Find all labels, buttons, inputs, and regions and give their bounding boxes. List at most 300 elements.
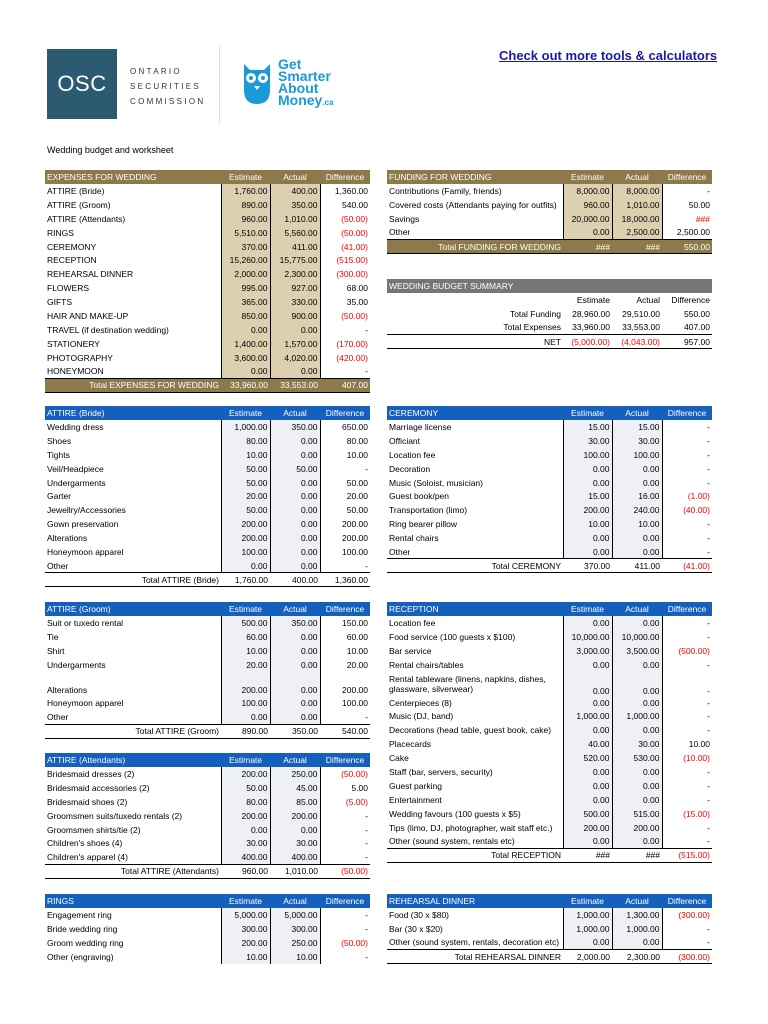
total-label: Total FUNDING FOR WEDDING [387,240,563,254]
row-estimate: 960.00 [563,198,612,212]
row-label: Alterations [47,533,88,544]
table-row [387,908,712,922]
row-label: Tie [47,631,59,642]
row-difference: 407.00 [662,321,712,335]
table-row [387,709,712,723]
row-difference: - [707,449,710,460]
row-actual: 0.00 [612,765,662,779]
table-row [45,781,370,795]
row-label: Total Funding [387,307,563,321]
row-difference: (50.00) [341,937,368,948]
row-actual: 0.00 [270,503,320,517]
row-actual: 530.00 [612,751,662,765]
row-actual: 1,000.00 [612,922,662,936]
row-label: Bridesmaid accessories (2) [47,782,150,793]
total-row [387,950,712,964]
row-label: Suit or tuxedo rental [47,617,124,628]
row-difference: (40.00) [683,505,710,516]
row-estimate: 0.00 [563,616,612,630]
row-actual: 100.00 [612,448,662,462]
row-estimate: 0.00 [563,936,612,950]
row-actual: 0.00 [612,545,662,559]
row-actual: 2,500.00 [612,226,662,240]
row-estimate: 0.00 [563,723,612,737]
row-label: Bride wedding ring [47,923,118,934]
row-actual: 0.00 [270,448,320,462]
table-row [45,795,370,809]
row-estimate: 200.00 [563,821,612,835]
table-row [387,198,712,212]
row-estimate: 995.00 [221,281,270,295]
row-estimate: 300.00 [221,922,270,936]
row-estimate: 1,000.00 [563,709,612,723]
row-label: Groomsmen shirts/tie (2) [47,824,141,835]
row-estimate: 20.00 [221,658,270,672]
row-estimate: 370.00 [221,240,270,254]
row-actual: 515.00 [612,807,662,821]
row-estimate: 0.00 [563,462,612,476]
row-difference: 60.00 [346,631,368,642]
row-difference: - [707,766,710,777]
row-estimate: 20,000.00 [563,212,612,226]
row-actual: 1,000.00 [612,709,662,723]
row-label: Officiant [389,435,421,446]
row-label: Tights [47,449,70,460]
table-row [387,672,712,696]
row-actual: 0.00 [270,489,320,503]
row-label: Decorations (head table, guest book, cake) [389,725,552,736]
row-actual: 33,553.00 [612,321,662,335]
table-row [387,696,712,710]
spacer-row [45,672,370,683]
row-estimate: 0.00 [221,323,270,337]
row-label: Bar service [389,645,432,656]
table-row [45,710,370,724]
row-estimate: 5,510.00 [221,226,270,240]
row-difference: (300.00) [336,269,368,280]
row-label: Music (Soloist, musician) [389,477,483,488]
row-difference: 2,500.00 [676,227,710,238]
row-label: PHOTOGRAPHY [47,352,113,363]
row-label: Tips (limo, DJ, photographer, wait staff etc.) [389,822,553,833]
row-estimate: 15.00 [563,489,612,503]
total-label: Total REHEARSAL DINNER [387,950,563,964]
row-difference: ### [695,213,710,224]
row-label: Garter [47,491,72,502]
row-estimate: 30.00 [563,434,612,448]
row-estimate: 30.00 [221,836,270,850]
col-estimate: Estimate [221,406,270,420]
table-row [45,836,370,850]
row-label: Other (sound system, rentals, decoration etc) [389,937,560,948]
col-estimate: Estimate [221,894,270,908]
row-actual: 3,500.00 [612,644,662,658]
table-row [387,834,712,848]
row-actual: 0.00 [270,434,320,448]
table-row [45,323,370,337]
header-logos [47,44,357,124]
table-row [45,240,370,254]
table-row [387,922,712,936]
row-label: Rental chairs [389,533,439,544]
row-estimate: 60.00 [221,630,270,644]
row-actual: 0.00 [270,476,320,490]
row-estimate: 100.00 [221,696,270,710]
row-difference: 650.00 [342,421,368,432]
row-actual: 0.00 [270,545,320,559]
row-difference: - [707,685,710,696]
total-label: Total EXPENSES FOR WEDDING [45,378,221,392]
row-difference: - [707,725,710,736]
row-difference: 100.00 [342,546,368,557]
osc-logo: OSC [47,49,117,119]
table-row [45,559,370,573]
table-row [45,630,370,644]
total-estimate: 2,000.00 [563,950,612,964]
table-header [45,170,370,184]
row-difference: 68.00 [346,283,368,294]
row-actual: 0.00 [612,723,662,737]
row-actual: 330.00 [270,295,320,309]
table-row [45,545,370,559]
row-estimate: 0.00 [221,710,270,724]
col-actual: Actual [270,753,320,767]
col-estimate: Estimate [221,753,270,767]
table-header [387,170,712,184]
table-row [387,420,712,434]
table-row [387,765,712,779]
row-difference: - [707,519,710,530]
row-actual: 50.00 [270,462,320,476]
total-actual: 2,300.00 [612,950,662,964]
total-row [45,724,370,738]
col-estimate: Estimate [563,894,612,908]
row-actual: 0.00 [270,365,320,379]
total-row [387,240,712,254]
table-header [45,894,370,908]
row-actual: 0.00 [270,710,320,724]
row-estimate: 10.00 [221,950,270,964]
row-actual: 10,000.00 [612,630,662,644]
row-actual: 400.00 [270,184,320,198]
row-label: Placecards [389,739,432,750]
row-difference: (50.00) [341,310,368,321]
table-header [387,406,712,420]
table-row [45,850,370,864]
row-estimate: 15,260.00 [221,253,270,267]
row-difference: - [707,836,710,847]
row-label: HONEYMOON [47,366,104,377]
row-estimate: 100.00 [221,545,270,559]
table-row [45,489,370,503]
row-estimate: 200.00 [221,683,270,697]
row-estimate: 10.00 [563,517,612,531]
row-label: Marriage license [389,421,452,432]
row-difference: - [707,546,710,557]
table-row [45,950,370,964]
row-difference: 50.00 [346,505,368,516]
table-row [45,658,370,672]
row-label: Food service (100 guests x $100) [389,631,516,642]
row-estimate: 0.00 [563,696,612,710]
row-actual: 0.00 [612,793,662,807]
total-estimate: 33,960.00 [221,378,270,392]
table-row [45,253,370,267]
col-estimate: Estimate [563,170,612,184]
row-actual: 200.00 [270,809,320,823]
row-difference: 50.00 [688,199,710,210]
col-actual: Actual [270,406,320,420]
row-estimate: 850.00 [221,309,270,323]
row-label: Music (DJ, band) [389,711,454,722]
row-estimate: 200.00 [221,531,270,545]
table-header [387,894,712,908]
row-label: Total Expenses [387,321,563,335]
table-row [45,823,370,837]
row-difference: - [707,780,710,791]
section-title: ATTIRE (Attendants) [45,753,221,767]
row-difference: - [365,852,368,863]
row-label: ATTIRE (Attendants) [47,213,126,224]
total-row [45,573,370,587]
table-row [45,644,370,658]
row-difference: (10.00) [683,753,710,764]
col-difference: Difference [320,753,370,767]
table-row [387,644,712,658]
row-label: Other (engraving) [47,951,114,962]
row-difference: (15.00) [683,808,710,819]
table-row [45,531,370,545]
total-row [45,864,370,878]
row-difference: 150.00 [342,617,368,628]
table-row [387,936,712,950]
row-estimate: 200.00 [221,809,270,823]
row-difference: 10.00 [346,645,368,656]
more-tools-link[interactable]: Check out more tools & calculators [499,48,718,63]
row-estimate: 50.00 [221,476,270,490]
total-label: Total ATTIRE (Bride) [45,573,221,587]
row-difference: 5.00 [351,782,368,793]
row-actual: 0.00 [612,658,662,672]
row-estimate: 8,000.00 [563,184,612,198]
table-row [387,434,712,448]
total-difference: (515.00) [662,848,712,862]
row-label: Cake [389,753,409,764]
row-estimate: 33,960.00 [563,321,612,335]
row-label: RECEPTION [47,255,97,266]
row-label: Entertainment [389,794,442,805]
row-estimate: (5,000.00) [563,335,612,349]
col-actual: Actual [270,894,320,908]
col-difference: Difference [662,293,712,307]
row-actual: 0.00 [612,936,662,950]
row-difference: - [707,794,710,805]
row-label: Children's shoes (4) [47,838,123,849]
col-difference: Difference [662,170,712,184]
row-estimate: 40.00 [563,737,612,751]
col-estimate: Estimate [563,602,612,616]
section-title: REHEARSAL DINNER [387,894,563,908]
total-estimate: 890.00 [221,724,270,738]
attire-bride-table [45,406,370,587]
section-title: RINGS [45,894,221,908]
row-label: Undergarments [47,659,106,670]
row-difference: - [365,560,368,571]
table-row [45,337,370,351]
row-difference: - [365,366,368,377]
row-estimate: 50.00 [221,503,270,517]
row-estimate: 1,760.00 [221,184,270,198]
row-difference: - [707,435,710,446]
row-estimate: 500.00 [563,807,612,821]
row-label: Bridesmaid shoes (2) [47,796,128,807]
table-row [45,267,370,281]
col-estimate: Estimate [221,602,270,616]
table-row [387,212,712,226]
section-title: WEDDING BUDGET SUMMARY [387,279,712,293]
row-label: Groomsmen suits/tuxedo rentals (2) [47,810,183,821]
table-row [387,779,712,793]
total-row [387,848,712,862]
row-estimate: 0.00 [563,226,612,240]
row-actual: 0.00 [270,683,320,697]
row-label: Honeymoon apparel [47,546,124,557]
row-estimate: 50.00 [221,781,270,795]
col-difference: Difference [320,602,370,616]
row-actual: 350.00 [270,198,320,212]
row-actual: 400.00 [270,850,320,864]
row-difference: - [707,822,710,833]
total-actual: 400.00 [270,573,320,587]
row-actual: 30.00 [612,737,662,751]
row-difference: - [707,533,710,544]
col-estimate: Estimate [221,170,270,184]
row-estimate: 0.00 [563,476,612,490]
table-row [45,226,370,240]
table-row [45,696,370,710]
total-row [45,378,370,392]
table-row [387,793,712,807]
row-estimate: 1,000.00 [221,420,270,434]
table-row [45,184,370,198]
table-row [387,737,712,751]
table-header [45,406,370,420]
row-label: Guest book/pen [389,491,450,502]
col-actual: Actual [612,406,662,420]
row-estimate: 0.00 [563,793,612,807]
row-label: Children's apparel (4) [47,852,128,863]
row-estimate: 500.00 [221,616,270,630]
row-actual: 250.00 [270,767,320,781]
total-actual: 1,010.00 [270,864,320,878]
table-row [45,683,370,697]
row-difference: (50.00) [341,227,368,238]
table-row [387,821,712,835]
row-label: Decoration [389,463,431,474]
row-difference: 200.00 [342,533,368,544]
row-label: STATIONERY [47,338,100,349]
table-row [387,462,712,476]
table-row [45,476,370,490]
row-estimate: 200.00 [221,936,270,950]
row-actual: 0.00 [612,476,662,490]
logo-divider [219,46,220,124]
row-estimate: 0.00 [563,765,612,779]
table-row [45,462,370,476]
row-label: GIFTS [47,297,73,308]
total-difference: 407.00 [320,378,370,392]
total-label: Total CEREMONY [387,559,563,573]
row-difference: - [707,937,710,948]
row-label: Location fee [389,617,436,628]
table-row [387,184,712,198]
row-label: Engagement ring [47,909,112,920]
row-label: Ring bearer pillow [389,519,458,530]
row-difference: 50.00 [346,477,368,488]
row-actual: 10.00 [270,950,320,964]
row-actual: 1,300.00 [612,908,662,922]
row-difference: (5.00) [345,796,368,807]
section-title: FUNDING FOR WEDDING [387,170,563,184]
row-actual: 0.00 [612,696,662,710]
row-label: RINGS [47,227,74,238]
table-row [387,751,712,765]
total-difference: (41.00) [662,559,712,573]
row-estimate: 520.00 [563,751,612,765]
row-difference: - [707,631,710,642]
table-row [45,351,370,365]
row-difference: 200.00 [342,684,368,695]
row-difference: (50.00) [341,213,368,224]
row-estimate: 1,400.00 [221,337,270,351]
row-difference: 550.00 [662,307,712,321]
row-difference: - [707,711,710,722]
row-actual: 927.00 [270,281,320,295]
row-difference: - [707,185,710,196]
row-difference: 100.00 [342,698,368,709]
row-actual: 0.00 [270,630,320,644]
row-actual: 45.00 [270,781,320,795]
row-actual: 1,010.00 [612,198,662,212]
table-row [387,489,712,503]
table-row [45,212,370,226]
row-label: Veil/Headpiece [47,463,104,474]
gsam-wordmark: Get Smarter About Money.ca [278,56,334,108]
row-difference: - [707,463,710,474]
funding-table [387,170,712,254]
summary-row [387,335,712,349]
row-difference: - [365,810,368,821]
row-actual: 15.00 [612,420,662,434]
total-difference: 540.00 [320,724,370,738]
row-difference: 20.00 [346,491,368,502]
row-label: Other (sound system, rentals etc) [389,836,515,847]
total-actual: 350.00 [270,724,320,738]
table-row [387,807,712,821]
row-difference: - [365,909,368,920]
row-difference: (515.00) [336,255,368,266]
row-label: Jewellry/Accessories [47,505,126,516]
row-actual: 1,570.00 [270,337,320,351]
table-row [387,226,712,240]
row-actual: 350.00 [270,616,320,630]
reception-table [387,602,712,863]
col-actual: Actual [612,894,662,908]
total-estimate: 1,760.00 [221,573,270,587]
col-actual: Actual [612,602,662,616]
row-estimate: 0.00 [563,658,612,672]
row-estimate: 2,000.00 [221,267,270,281]
